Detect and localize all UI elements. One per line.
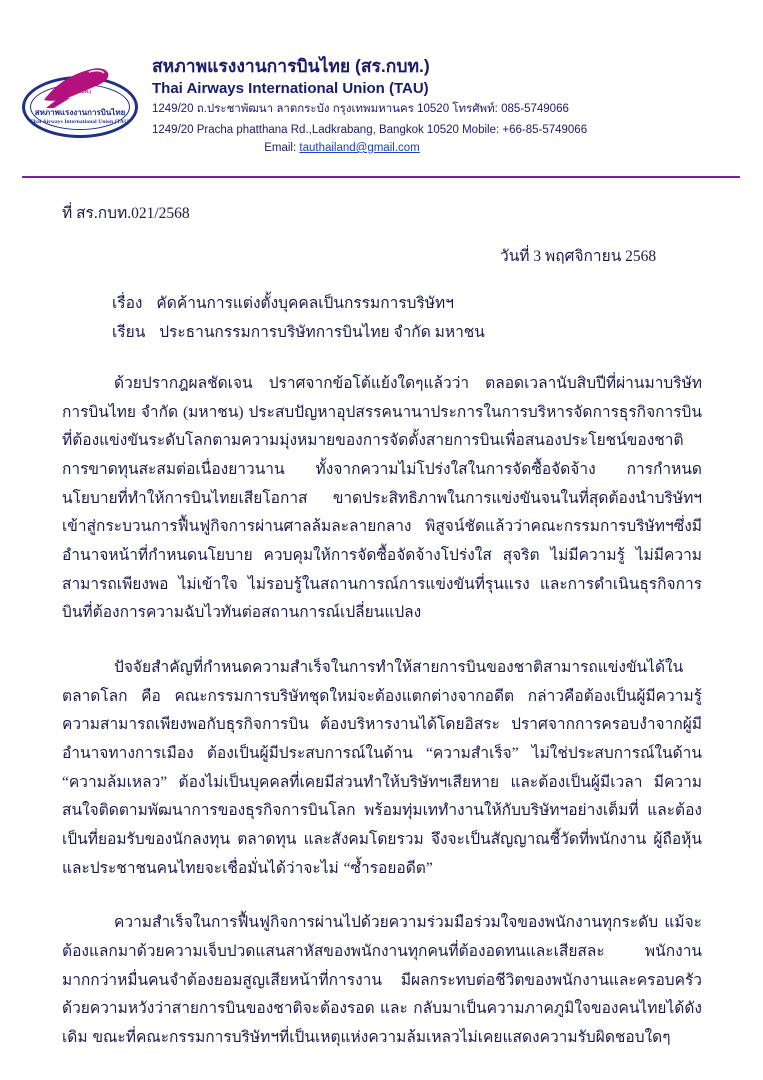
letterhead [0, 44, 763, 174]
organization-logo [22, 62, 140, 150]
email-link[interactable]: tauthailand@gmail.com [299, 141, 420, 154]
paragraphs [62, 370, 702, 1079]
org-name-english: Thai Airways International Union (TAU) [152, 79, 429, 97]
logo-text-english: Thai Airways International Union (TAU) [30, 119, 130, 125]
letter-date: วันที่ 3 พฤศจิกายน 2568 [500, 248, 657, 265]
email-label: Email: [264, 141, 297, 154]
address-thai: 1249/20 ถ.ประชาพัฒนา ลาดกระบัง กรุงเทพมหานคร 10520 โทรศัพท์: 085-5749066 [152, 103, 569, 116]
reference-number: ที่ สร.กบท.021/2568 [62, 205, 190, 222]
header-divider [22, 176, 740, 178]
subject-line [112, 290, 454, 315]
logo-badge-text: (สร.กบท.) [68, 90, 92, 95]
attention-line [112, 319, 485, 344]
address-english: 1249/20 Pracha phatthana Rd.,Ladkrabang, Bangkok 10520 Mobile: +66-85-5749066 [152, 123, 588, 136]
org-name-thai: สหภาพแรงงานการบินไทย (สร.กบท.) [152, 56, 430, 76]
subject-label: เรื่อง [112, 295, 143, 312]
subject-text: คัดค้านการแต่งตั้งบุคคลเป็นกรรมการบริษัทฯ [156, 295, 454, 312]
attention-label: เรียน [112, 324, 146, 341]
attention-text: ประธานกรรมการบริษัทการบินไทย จำกัด มหาชน [159, 324, 485, 341]
paragraph: ด้วยปรากฎผลชัดเจน ปราศจากข้อโต้แย้งใดๆแล้วว่า ตลอดเวลานับสิบปีที่ผ่านมาบริษัทการบินไทย จำกัด (มหาชน) ประสบปัญหาอุปสรรคนานาประการในการบริหารจัดการธุรกิจการบินที่ต้องแข่งขันระดับโลกตามความมุ่งหมายของการจัดตั้งสายการบินเพื่อสนองประโยชน์ของชาติ การขาดทุนสะสมต่อเนื่องยาวนาน ทั้งจากความไม่โปร่งใสในการจัดซื้อจัดจ้าง การกำหนดนโยบายที่ทำให้การบินไทยเสียโอกาส ขาดประสิทธิภาพในการแข่งขันจนในที่สุดต้องนำบริษัทฯเข้าสู่กระบวนการฟื้นฟูกิจการผ่านศาลล้มละลายกลาง พิสูจน์ชัดแล้วว่าคณะกรรมการบริษัทฯซึ่งมีอำนาจหน้าที่กำหนดนโยบาย ควบคุมให้การจัดซื้อจัดจ้างโปร่งใส สุจริต ไม่มีความรู้ ไม่มีความสามารถเพียงพอ ไม่เข้าใจ ไม่รอบรู้ในสถานการณ์การแข่งขันที่รุนแรง และการดำเนินธุรกิจการบินที่ต้องการความฉับไวทันต่อสถานการณ์เปลี่ยนแปลง [62, 375, 702, 622]
logo-text-thai: สหภาพแรงงานการบินไทย [34, 108, 126, 117]
email-line [152, 140, 532, 157]
paragraph: ปัจจัยสำคัญที่กำหนดความสำเร็จในการทำให้สายการบินของชาติสามารถแข่งขันได้ในตลาดโลก คือ คณะกรรมการบริษัทชุดใหม่จะต้องแตกต่างจากอดีต กล่าวคือต้องเป็นผู้มีความรู้ ความสามารถเพียงพอกับธุรกิจการบิน ต้องบริหารงานได้โดยอิสระ ปราศจากการครอบงำจากผู้มีอำนาจทางการเมือง ต้องเป็นผู้มีประสบการณ์ในด้าน “ความสำเร็จ” ไม่ใช่ประสบการณ์ในด้าน “ความล้มเหลว” ต้องไม่เป็นบุคคลที่เคยมีส่วนทำให้บริษัทฯเสียหาย และต้องเป็นผู้มีเวลา มีความสนใจติดตามพัฒนาการของธุรกิจการบินโลก พร้อมทุ่มเททำงานให้กับบริษัทฯอย่างเต็มที่ และต้องเป็นที่ยอมรับของนักลงทุน ตลาดทุน และสังคมโดยรวม จึงจะเป็นสัญญาณชี้วัดที่พนักงาน ผู้ถือหุ้นและประชาชนคนไทยจะเชื่อมั่นได้ว่าจะไม่ “ซ้ำรอยอดีต” [62, 659, 702, 877]
letterhead-text-block [152, 56, 752, 157]
paragraph: ความสำเร็จในการฟื้นฟูกิจการผ่านไปด้วยความร่วมมือร่วมใจของพนักงานทุกระดับ แม้จะต้องแลกมาด้วยความเจ็บปวดแสนสาหัสของพนักงานทุกคนที่ต้องอดทนและเสียสละ พนักงานมากกว่าหมื่นคนจำต้องยอมสูญเสียหน้าที่การงาน มีผลกระทบต่อชีวิตของพนักงานและครอบครัว ด้วยความหวังว่าสายการบินของชาติจะต้องรอด และ กลับมาเป็นความภาคภูมิใจของคนไทยได้ดังเดิม ขณะที่คณะกรรมการบริษัทฯที่เป็นเหตุแห่งความล้มเหลวไม่เคยแสดงความรับผิดชอบใดๆ [62, 914, 702, 1047]
